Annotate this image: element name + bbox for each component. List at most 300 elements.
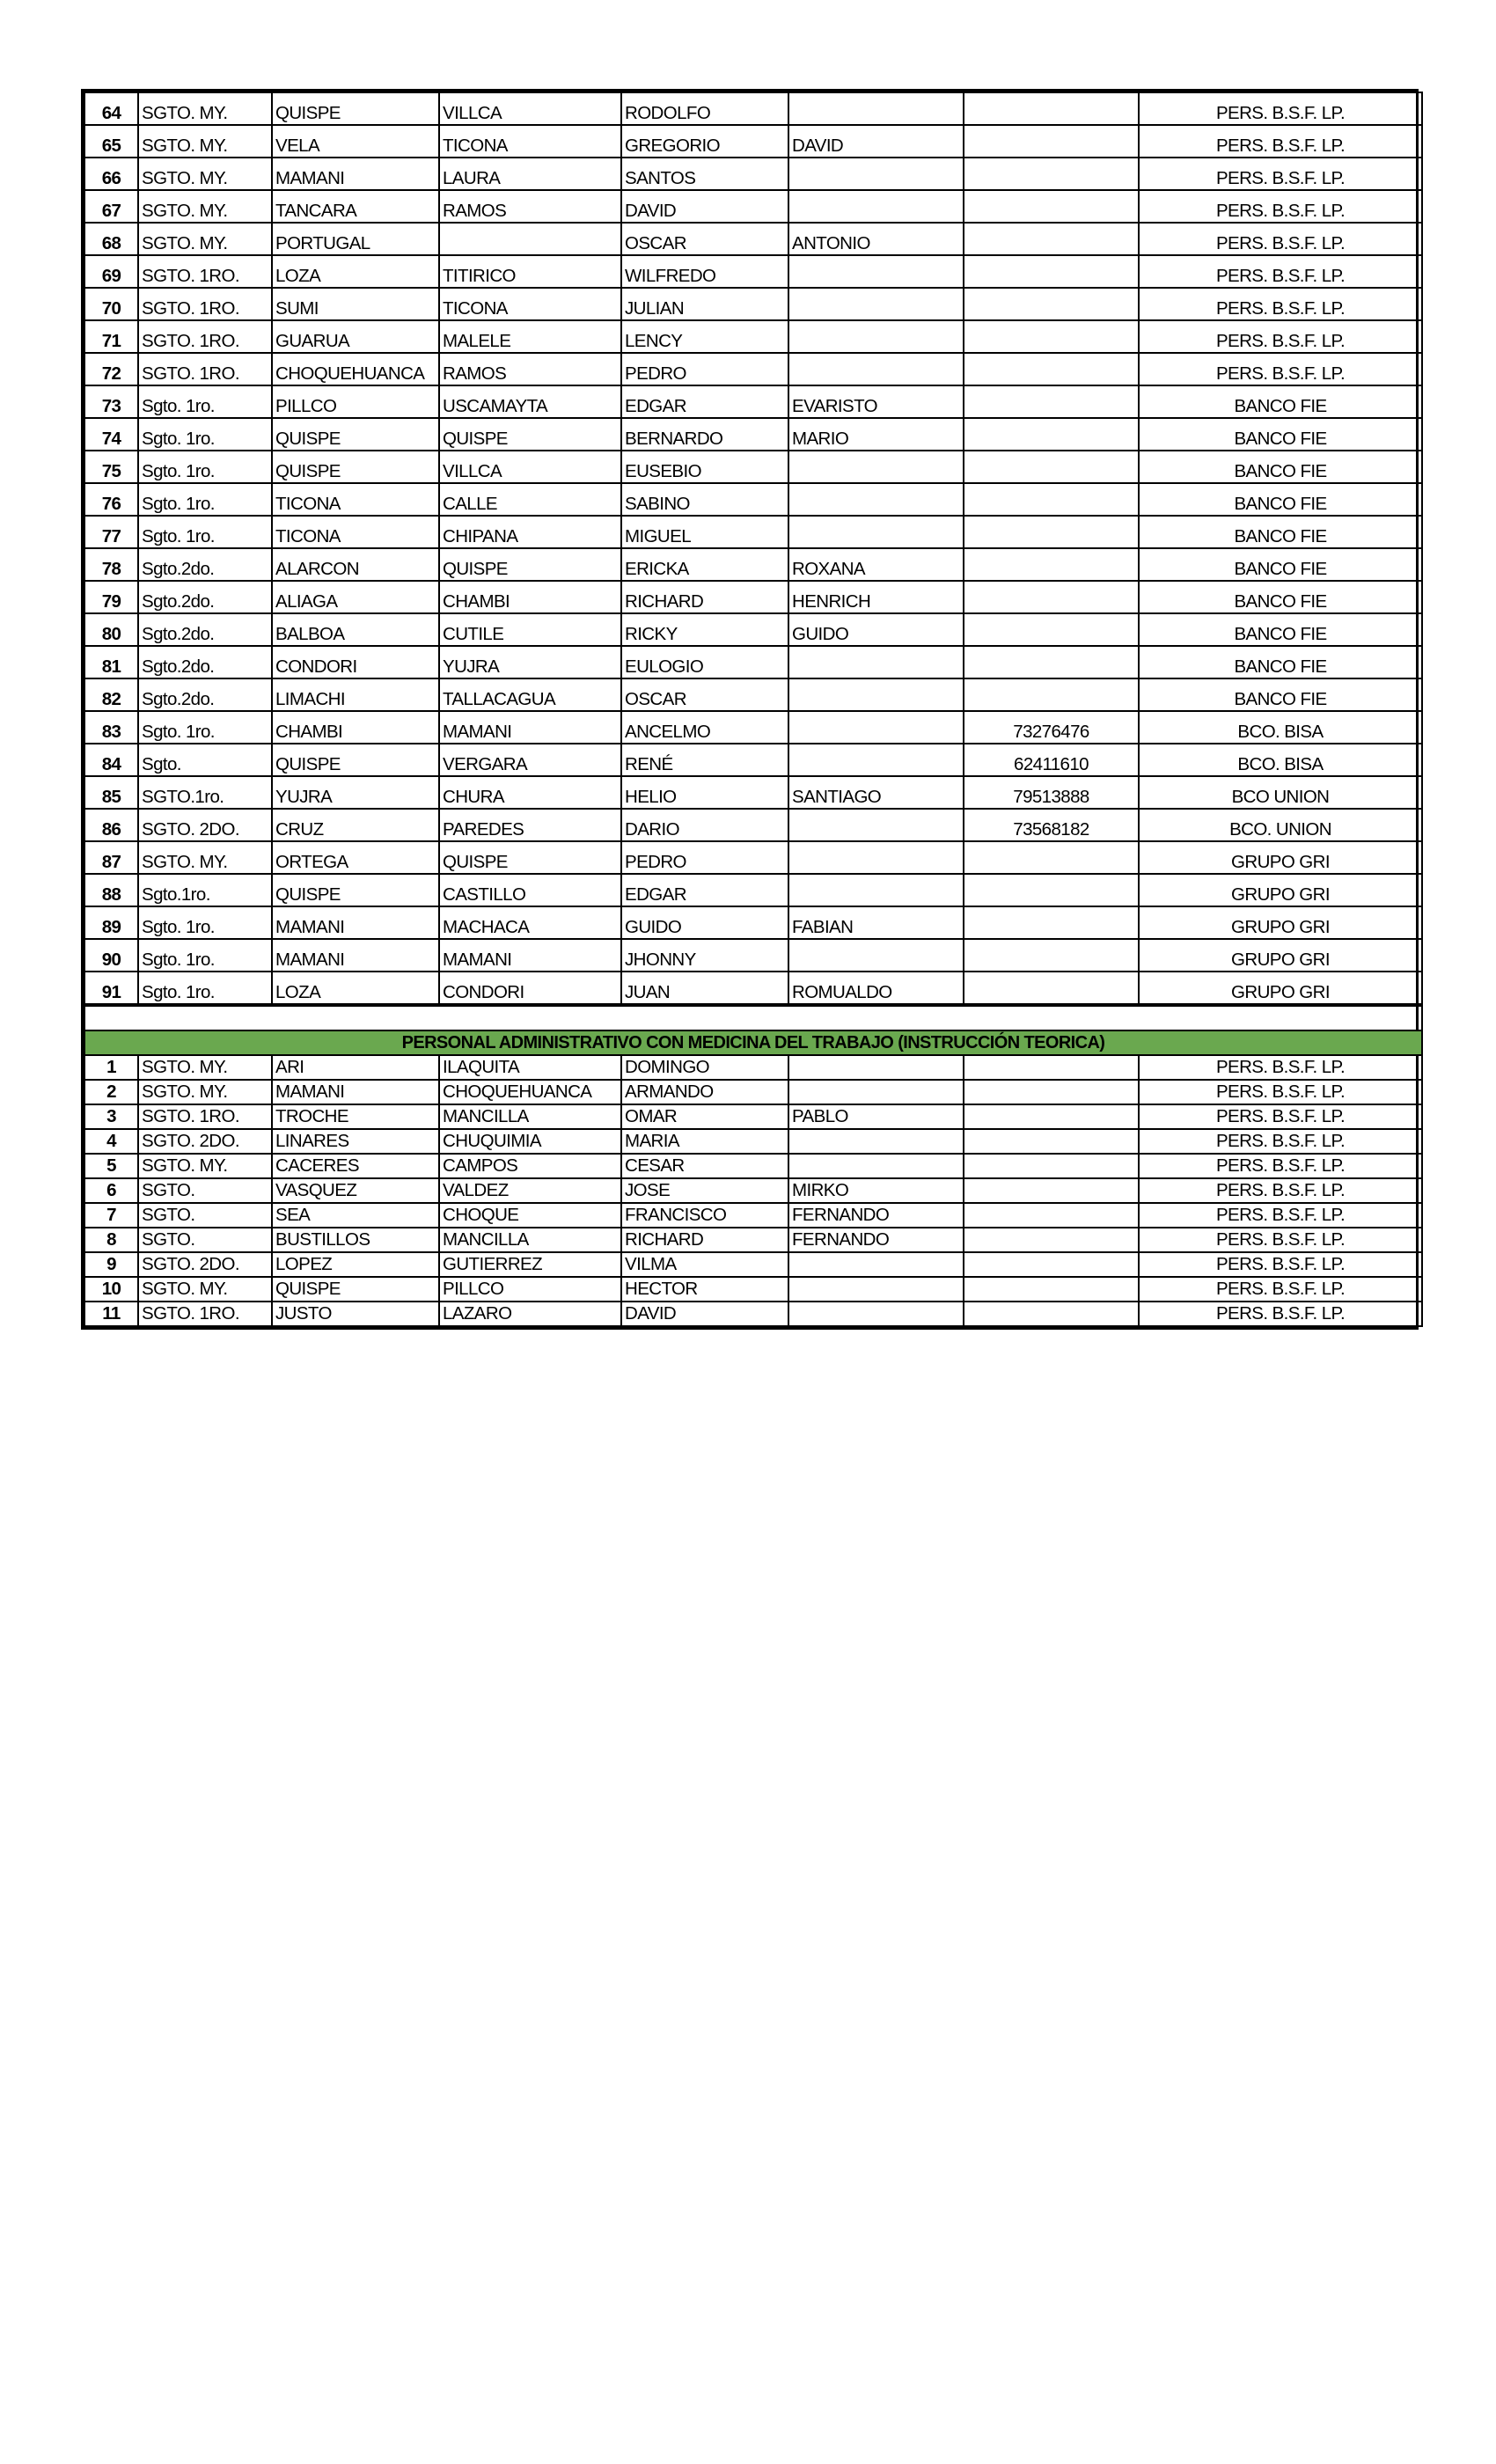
first-surname-cell: ALIAGA <box>272 581 439 613</box>
organization-cell: PERS. B.S.F. LP. <box>1139 223 1422 255</box>
phone-cell <box>964 874 1139 906</box>
rank-cell: SGTO. MY. <box>138 1277 272 1302</box>
second-surname-cell: MANCILLA <box>439 1228 621 1252</box>
rank-cell: SGTO. MY. <box>138 92 272 125</box>
second-name-cell <box>788 451 964 483</box>
row-number: 87 <box>84 841 138 874</box>
rank-cell: SGTO. MY. <box>138 223 272 255</box>
organization-cell: GRUPO GRI <box>1139 841 1422 874</box>
phone-cell <box>964 320 1139 353</box>
table-row <box>84 776 1422 809</box>
rank-cell: Sgto.2do. <box>138 646 272 678</box>
phone-cell <box>964 581 1139 613</box>
rank-cell: Sgto. 1ro. <box>138 516 272 548</box>
organization-cell: PERS. B.S.F. LP. <box>1139 255 1422 288</box>
table-row <box>84 841 1422 874</box>
organization-cell: PERS. B.S.F. LP. <box>1139 190 1422 223</box>
first-name-cell: PEDRO <box>621 841 788 874</box>
second-surname-cell: MAMANI <box>439 939 621 972</box>
organization-cell: BANCO FIE <box>1139 483 1422 516</box>
first-surname-cell: LOPEZ <box>272 1252 439 1277</box>
second-name-cell <box>788 1277 964 1302</box>
row-number: 9 <box>84 1252 138 1277</box>
second-name-cell <box>788 1129 964 1154</box>
second-name-cell: EVARISTO <box>788 385 964 418</box>
first-name-cell: VILMA <box>621 1252 788 1277</box>
row-number: 6 <box>84 1178 138 1203</box>
first-name-cell: JUAN <box>621 972 788 1004</box>
phone-cell <box>964 1080 1139 1104</box>
phone-cell <box>964 1203 1139 1228</box>
second-name-cell: SANTIAGO <box>788 776 964 809</box>
second-surname-cell: CONDORI <box>439 972 621 1004</box>
second-name-cell <box>788 1302 964 1326</box>
organization-cell: PERS. B.S.F. LP. <box>1139 1154 1422 1178</box>
phone-cell <box>964 125 1139 158</box>
first-name-cell: LENCY <box>621 320 788 353</box>
organization-cell: PERS. B.S.F. LP. <box>1139 1228 1422 1252</box>
personnel-sheet <box>81 89 1419 1330</box>
first-surname-cell: TICONA <box>272 483 439 516</box>
rank-cell: SGTO. 1RO. <box>138 353 272 385</box>
first-surname-cell: MAMANI <box>272 939 439 972</box>
second-name-cell <box>788 874 964 906</box>
phone-cell <box>964 1228 1139 1252</box>
row-number: 86 <box>84 809 138 841</box>
table-row <box>84 1203 1422 1228</box>
second-surname-cell: QUISPE <box>439 418 621 451</box>
row-number: 78 <box>84 548 138 581</box>
second-name-cell <box>788 678 964 711</box>
row-number: 85 <box>84 776 138 809</box>
table-row <box>84 1080 1422 1104</box>
table-row <box>84 809 1422 841</box>
organization-cell: BANCO FIE <box>1139 516 1422 548</box>
organization-cell: PERS. B.S.F. LP. <box>1139 125 1422 158</box>
table-row <box>84 385 1422 418</box>
phone-cell <box>964 288 1139 320</box>
first-name-cell: GREGORIO <box>621 125 788 158</box>
first-name-cell: EDGAR <box>621 385 788 418</box>
first-name-cell: DOMINGO <box>621 1055 788 1080</box>
row-number: 65 <box>84 125 138 158</box>
first-surname-cell: SUMI <box>272 288 439 320</box>
phone-cell <box>964 92 1139 125</box>
table-row <box>84 906 1422 939</box>
phone-cell <box>964 841 1139 874</box>
second-name-cell: ROXANA <box>788 548 964 581</box>
first-surname-cell: QUISPE <box>272 1277 439 1302</box>
second-surname-cell: VILLCA <box>439 451 621 483</box>
organization-cell: BCO UNION <box>1139 776 1422 809</box>
rank-cell: SGTO. MY. <box>138 190 272 223</box>
first-name-cell: ERICKA <box>621 548 788 581</box>
organization-cell: PERS. B.S.F. LP. <box>1139 353 1422 385</box>
table-row <box>84 1154 1422 1178</box>
table-row <box>84 1055 1422 1080</box>
first-surname-cell: PILLCO <box>272 385 439 418</box>
second-surname-cell: MAMANI <box>439 711 621 744</box>
first-surname-cell: MAMANI <box>272 158 439 190</box>
row-number: 74 <box>84 418 138 451</box>
second-name-cell <box>788 1252 964 1277</box>
first-surname-cell: CRUZ <box>272 809 439 841</box>
rank-cell: Sgto. 1ro. <box>138 711 272 744</box>
second-surname-cell: USCAMAYTA <box>439 385 621 418</box>
second-name-cell <box>788 939 964 972</box>
first-name-cell: ARMANDO <box>621 1080 788 1104</box>
second-name-cell <box>788 1154 964 1178</box>
rank-cell: Sgto. <box>138 744 272 776</box>
table-row <box>84 1104 1422 1129</box>
second-name-cell: ANTONIO <box>788 223 964 255</box>
second-name-cell <box>788 288 964 320</box>
organization-cell: BANCO FIE <box>1139 548 1422 581</box>
first-name-cell: DAVID <box>621 190 788 223</box>
first-name-cell: EDGAR <box>621 874 788 906</box>
phone-cell <box>964 223 1139 255</box>
table-row <box>84 418 1422 451</box>
second-name-cell <box>788 711 964 744</box>
second-surname-cell: CHOQUE <box>439 1203 621 1228</box>
phone-cell <box>964 1302 1139 1326</box>
phone-cell <box>964 483 1139 516</box>
row-number: 70 <box>84 288 138 320</box>
row-number: 84 <box>84 744 138 776</box>
first-surname-cell: TICONA <box>272 516 439 548</box>
second-surname-cell: MANCILLA <box>439 1104 621 1129</box>
table-row <box>84 744 1422 776</box>
sheet-border <box>81 89 1419 1330</box>
rank-cell: SGTO. MY. <box>138 1080 272 1104</box>
table-row <box>84 516 1422 548</box>
first-name-cell: RICHARD <box>621 1228 788 1252</box>
table-row <box>84 1129 1422 1154</box>
first-surname-cell: BALBOA <box>272 613 439 646</box>
second-name-cell <box>788 516 964 548</box>
second-name-cell <box>788 841 964 874</box>
second-surname-cell: PILLCO <box>439 1277 621 1302</box>
rank-cell: Sgto.2do. <box>138 678 272 711</box>
rank-cell: Sgto. 1ro. <box>138 939 272 972</box>
rank-cell: SGTO. MY. <box>138 158 272 190</box>
rank-cell: SGTO. 1RO. <box>138 255 272 288</box>
row-number: 80 <box>84 613 138 646</box>
first-surname-cell: JUSTO <box>272 1302 439 1326</box>
phone-cell <box>964 353 1139 385</box>
first-surname-cell: CHAMBI <box>272 711 439 744</box>
second-surname-cell: CHUQUIMIA <box>439 1129 621 1154</box>
first-surname-cell: CHOQUEHUANCA <box>272 353 439 385</box>
row-number: 1 <box>84 1055 138 1080</box>
first-name-cell: OSCAR <box>621 678 788 711</box>
phone-cell <box>964 385 1139 418</box>
first-name-cell: MARIA <box>621 1129 788 1154</box>
table-row <box>84 92 1422 125</box>
phone-cell <box>964 1055 1139 1080</box>
first-surname-cell: GUARUA <box>272 320 439 353</box>
row-number: 71 <box>84 320 138 353</box>
first-name-cell: JOSE <box>621 1178 788 1203</box>
first-surname-cell: CACERES <box>272 1154 439 1178</box>
row-number: 69 <box>84 255 138 288</box>
table-row <box>84 451 1422 483</box>
organization-cell: BANCO FIE <box>1139 385 1422 418</box>
second-surname-cell: RAMOS <box>439 190 621 223</box>
first-surname-cell: MAMANI <box>272 906 439 939</box>
second-name-cell: GUIDO <box>788 613 964 646</box>
organization-cell: BANCO FIE <box>1139 678 1422 711</box>
organization-cell: PERS. B.S.F. LP. <box>1139 288 1422 320</box>
first-name-cell: PEDRO <box>621 353 788 385</box>
rank-cell: SGTO. MY. <box>138 1055 272 1080</box>
row-number: 5 <box>84 1154 138 1178</box>
second-name-cell <box>788 809 964 841</box>
row-number: 83 <box>84 711 138 744</box>
first-name-cell: RENÉ <box>621 744 788 776</box>
organization-cell: PERS. B.S.F. LP. <box>1139 1129 1422 1154</box>
second-surname-cell: VILLCA <box>439 92 621 125</box>
second-name-cell <box>788 158 964 190</box>
row-number: 82 <box>84 678 138 711</box>
row-number: 76 <box>84 483 138 516</box>
organization-cell: BANCO FIE <box>1139 613 1422 646</box>
rank-cell: Sgto. 1ro. <box>138 418 272 451</box>
first-surname-cell: LOZA <box>272 255 439 288</box>
first-surname-cell: QUISPE <box>272 92 439 125</box>
organization-cell: PERS. B.S.F. LP. <box>1139 1080 1422 1104</box>
first-name-cell: WILFREDO <box>621 255 788 288</box>
second-surname-cell: PAREDES <box>439 809 621 841</box>
table-row <box>84 190 1422 223</box>
second-surname-cell: QUISPE <box>439 841 621 874</box>
second-name-cell <box>788 483 964 516</box>
row-number: 81 <box>84 646 138 678</box>
second-name-cell: MIRKO <box>788 1178 964 1203</box>
rank-cell: Sgto. 1ro. <box>138 906 272 939</box>
organization-cell: PERS. B.S.F. LP. <box>1139 1104 1422 1129</box>
first-surname-cell: SEA <box>272 1203 439 1228</box>
organization-cell: BANCO FIE <box>1139 581 1422 613</box>
second-surname-cell: LAZARO <box>439 1302 621 1326</box>
second-surname-cell: ILAQUITA <box>439 1055 621 1080</box>
second-name-cell <box>788 744 964 776</box>
rank-cell: SGTO. <box>138 1228 272 1252</box>
second-name-cell <box>788 353 964 385</box>
organization-cell: PERS. B.S.F. LP. <box>1139 1203 1422 1228</box>
first-name-cell: RICKY <box>621 613 788 646</box>
section-spacer-row <box>84 1006 1422 1030</box>
second-surname-cell: VERGARA <box>439 744 621 776</box>
second-name-cell: PABLO <box>788 1104 964 1129</box>
first-surname-cell: ORTEGA <box>272 841 439 874</box>
organization-cell: GRUPO GRI <box>1139 972 1422 1004</box>
organization-cell: BCO. BISA <box>1139 711 1422 744</box>
row-number: 7 <box>84 1203 138 1228</box>
organization-cell: PERS. B.S.F. LP. <box>1139 158 1422 190</box>
second-surname-cell: CHURA <box>439 776 621 809</box>
phone-cell: 62411610 <box>964 744 1139 776</box>
first-name-cell: EUSEBIO <box>621 451 788 483</box>
row-number: 73 <box>84 385 138 418</box>
first-surname-cell: QUISPE <box>272 451 439 483</box>
first-surname-cell: QUISPE <box>272 874 439 906</box>
organization-cell: PERS. B.S.F. LP. <box>1139 320 1422 353</box>
row-number: 2 <box>84 1080 138 1104</box>
table-row <box>84 678 1422 711</box>
rank-cell: Sgto. 1ro. <box>138 483 272 516</box>
phone-cell: 73276476 <box>964 711 1139 744</box>
rank-cell: SGTO. 1RO. <box>138 320 272 353</box>
phone-cell <box>964 1129 1139 1154</box>
organization-cell: BANCO FIE <box>1139 418 1422 451</box>
table-row <box>84 255 1422 288</box>
first-name-cell: HELIO <box>621 776 788 809</box>
phone-cell <box>964 548 1139 581</box>
row-number: 88 <box>84 874 138 906</box>
phone-cell <box>964 939 1139 972</box>
table-row <box>84 711 1422 744</box>
rank-cell: Sgto. 1ro. <box>138 972 272 1004</box>
phone-cell: 73568182 <box>964 809 1139 841</box>
first-name-cell: CESAR <box>621 1154 788 1178</box>
table-row <box>84 320 1422 353</box>
phone-cell <box>964 451 1139 483</box>
second-surname-cell: RAMOS <box>439 353 621 385</box>
second-surname-cell <box>439 223 621 255</box>
phone-cell <box>964 158 1139 190</box>
row-number: 89 <box>84 906 138 939</box>
first-surname-cell: VELA <box>272 125 439 158</box>
second-surname-cell: TICONA <box>439 125 621 158</box>
second-name-cell: FERNANDO <box>788 1228 964 1252</box>
second-surname-cell: QUISPE <box>439 548 621 581</box>
first-surname-cell: QUISPE <box>272 744 439 776</box>
table-row <box>84 972 1422 1004</box>
rank-cell: SGTO. <box>138 1203 272 1228</box>
first-surname-cell: VASQUEZ <box>272 1178 439 1203</box>
organization-cell: PERS. B.S.F. LP. <box>1139 1178 1422 1203</box>
second-name-cell: FABIAN <box>788 906 964 939</box>
first-surname-cell: MAMANI <box>272 1080 439 1104</box>
first-name-cell: GUIDO <box>621 906 788 939</box>
row-number: 77 <box>84 516 138 548</box>
organization-cell: GRUPO GRI <box>1139 874 1422 906</box>
phone-cell <box>964 646 1139 678</box>
phone-cell <box>964 1178 1139 1203</box>
rank-cell: SGTO. <box>138 1178 272 1203</box>
organization-cell: PERS. B.S.F. LP. <box>1139 92 1422 125</box>
organization-cell: GRUPO GRI <box>1139 939 1422 972</box>
rank-cell: SGTO. 2DO. <box>138 1252 272 1277</box>
row-number: 10 <box>84 1277 138 1302</box>
row-number: 67 <box>84 190 138 223</box>
second-surname-cell: VALDEZ <box>439 1178 621 1203</box>
row-number: 68 <box>84 223 138 255</box>
table-row <box>84 223 1422 255</box>
table-row <box>84 1178 1422 1203</box>
second-name-cell: ROMUALDO <box>788 972 964 1004</box>
first-name-cell: JULIAN <box>621 288 788 320</box>
phone-cell <box>964 516 1139 548</box>
first-surname-cell: CONDORI <box>272 646 439 678</box>
organization-cell: BCO. BISA <box>1139 744 1422 776</box>
first-name-cell: RODOLFO <box>621 92 788 125</box>
first-surname-cell: TROCHE <box>272 1104 439 1129</box>
second-surname-cell: YUJRA <box>439 646 621 678</box>
row-number: 72 <box>84 353 138 385</box>
first-name-cell: SABINO <box>621 483 788 516</box>
second-name-cell <box>788 1055 964 1080</box>
personnel-table <box>84 92 1423 1005</box>
table-row <box>84 483 1422 516</box>
row-number: 66 <box>84 158 138 190</box>
second-surname-cell: CAMPOS <box>439 1154 621 1178</box>
second-surname-cell: CASTILLO <box>439 874 621 906</box>
second-surname-cell: CHAMBI <box>439 581 621 613</box>
table-row <box>84 125 1422 158</box>
phone-cell <box>964 1104 1139 1129</box>
first-name-cell: SANTOS <box>621 158 788 190</box>
second-name-cell: DAVID <box>788 125 964 158</box>
second-name-cell <box>788 320 964 353</box>
phone-cell <box>964 418 1139 451</box>
rank-cell: SGTO. 1RO. <box>138 1302 272 1326</box>
second-name-cell: HENRICH <box>788 581 964 613</box>
organization-cell: GRUPO GRI <box>1139 906 1422 939</box>
second-surname-cell: CHOQUEHUANCA <box>439 1080 621 1104</box>
row-number: 75 <box>84 451 138 483</box>
first-surname-cell: LINARES <box>272 1129 439 1154</box>
first-surname-cell: ARI <box>272 1055 439 1080</box>
first-name-cell: ANCELMO <box>621 711 788 744</box>
rank-cell: SGTO. MY. <box>138 125 272 158</box>
phone-cell <box>964 678 1139 711</box>
second-name-cell: MARIO <box>788 418 964 451</box>
second-surname-cell: GUTIERREZ <box>439 1252 621 1277</box>
rank-cell: Sgto.1ro. <box>138 874 272 906</box>
first-name-cell: EULOGIO <box>621 646 788 678</box>
table-row <box>84 874 1422 906</box>
row-number: 8 <box>84 1228 138 1252</box>
second-surname-cell: TITIRICO <box>439 255 621 288</box>
first-name-cell: BERNARDO <box>621 418 788 451</box>
phone-cell <box>964 906 1139 939</box>
second-name-cell <box>788 1080 964 1104</box>
table-row <box>84 1277 1422 1302</box>
admin-personnel-table <box>84 1005 1423 1327</box>
organization-cell: BANCO FIE <box>1139 451 1422 483</box>
table-row <box>84 646 1422 678</box>
second-surname-cell: TALLACAGUA <box>439 678 621 711</box>
phone-cell <box>964 190 1139 223</box>
second-surname-cell: CHIPANA <box>439 516 621 548</box>
rank-cell: SGTO. MY. <box>138 1154 272 1178</box>
organization-cell: PERS. B.S.F. LP. <box>1139 1277 1422 1302</box>
table-row <box>84 613 1422 646</box>
second-surname-cell: CALLE <box>439 483 621 516</box>
row-number: 90 <box>84 939 138 972</box>
rank-cell: Sgto.2do. <box>138 581 272 613</box>
second-surname-cell: MALELE <box>439 320 621 353</box>
phone-cell <box>964 1154 1139 1178</box>
first-name-cell: DAVID <box>621 1302 788 1326</box>
second-surname-cell: MACHACA <box>439 906 621 939</box>
table-row <box>84 1228 1422 1252</box>
phone-cell <box>964 972 1139 1004</box>
organization-cell: BANCO FIE <box>1139 646 1422 678</box>
row-number: 4 <box>84 1129 138 1154</box>
